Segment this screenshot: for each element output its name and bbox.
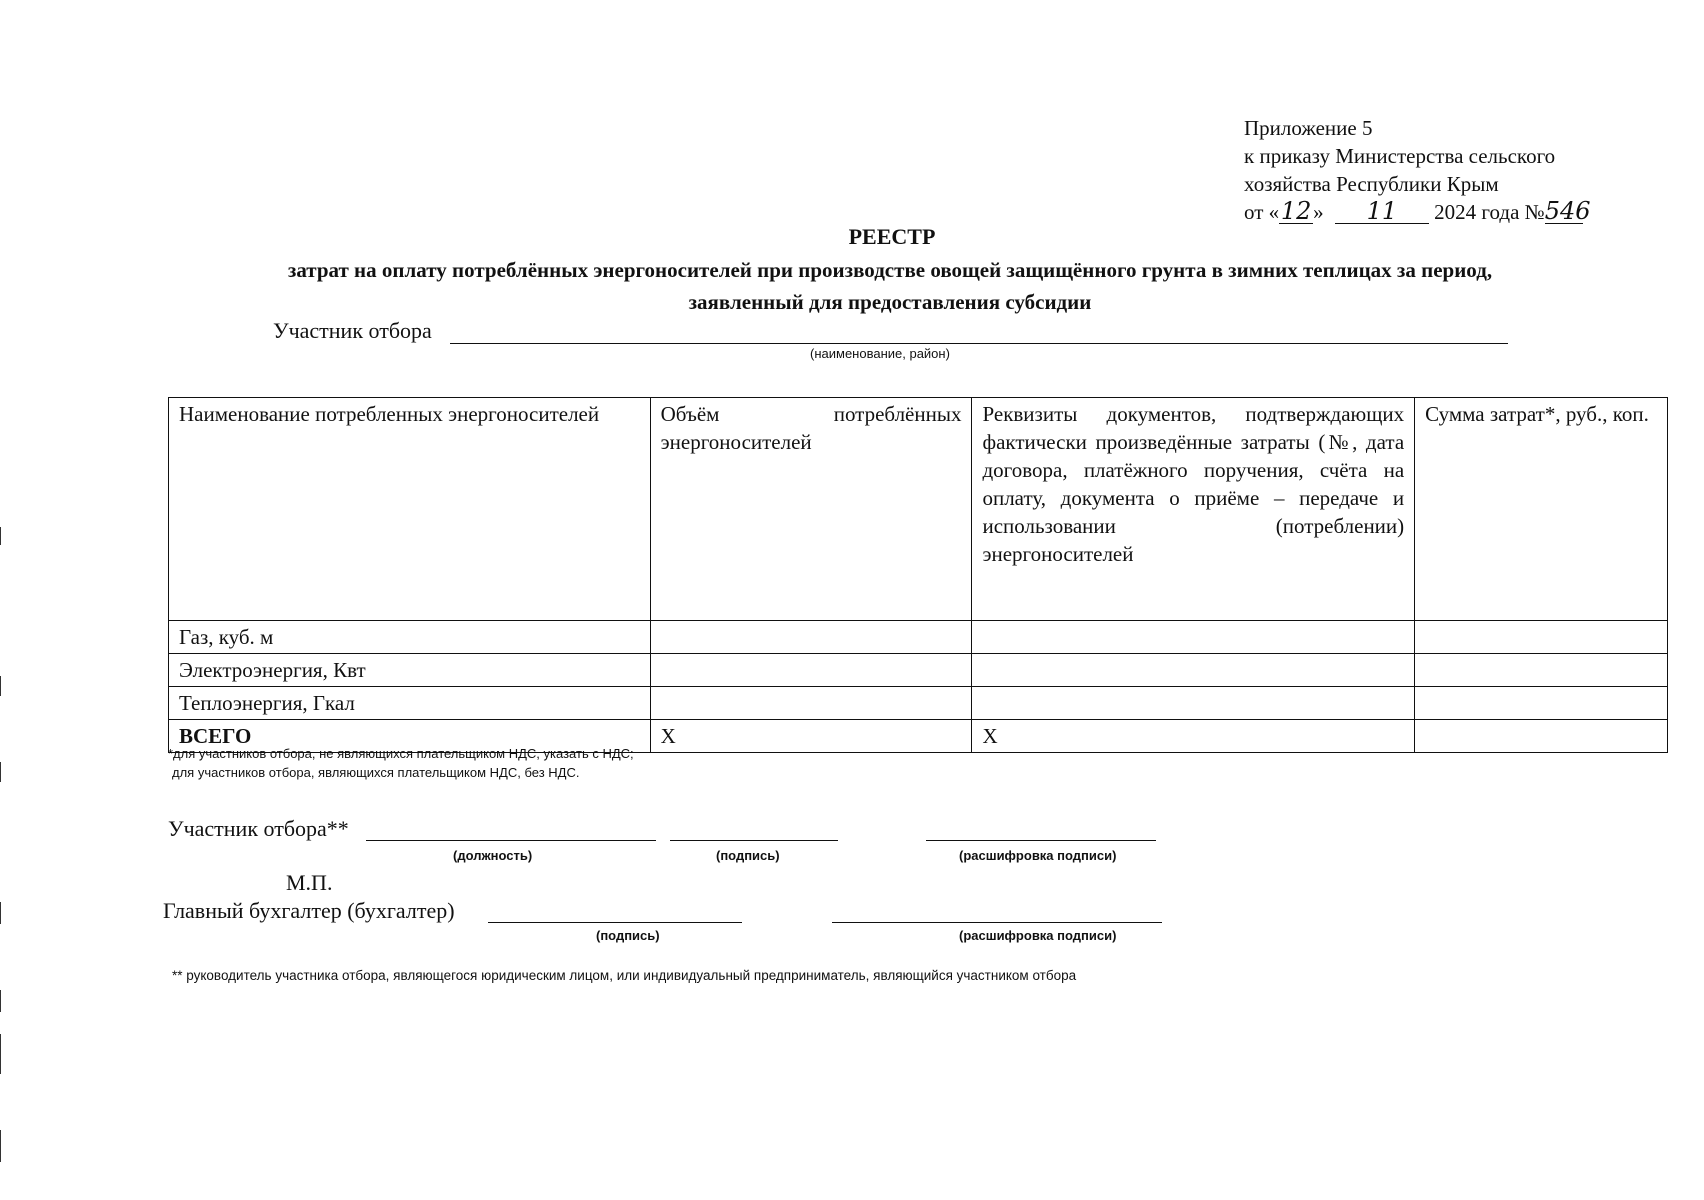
table-row	[169, 687, 1668, 720]
date-month: 11	[1335, 199, 1429, 224]
scan-edge-mark	[0, 762, 1, 782]
row-electricity-documents[interactable]	[972, 654, 1415, 687]
table-header-row	[169, 398, 1668, 621]
accountant-sign-field[interactable]	[488, 922, 742, 923]
header-cell-sum: Сумма затрат*, руб., коп.	[1415, 398, 1668, 621]
document-title: РЕЕСТР	[848, 224, 936, 249]
subtitle-line-1: затрат на оплату потреблённых энергоносителей при производстве овощей защищённого грунта в зимних теплицах за период,	[287, 258, 1493, 282]
decode-caption: (расшифровка подписи)	[959, 848, 1117, 863]
accountant-label: Главный бухгалтер (бухгалтер)	[163, 898, 455, 923]
row-gas-label: Газ, куб. м	[169, 621, 651, 654]
appendix-order-line: к приказу Министерства сельского	[1244, 144, 1556, 168]
total-documents-mark: Х	[972, 720, 1415, 753]
row-heat-documents[interactable]	[972, 687, 1415, 720]
register-table	[168, 397, 1668, 753]
signature-position-field[interactable]	[366, 840, 656, 841]
vat-footnote-line-2: для участников отбора, являющихся плательщиком НДС, без НДС.	[172, 765, 580, 780]
table-row	[169, 621, 1668, 654]
head-footnote: ** руководитель участника отбора, являющегося юридическим лицом, или индивидуальный предприниматель, являющийся участником отбора	[172, 968, 1077, 983]
row-electricity-volume[interactable]	[650, 654, 972, 687]
row-heat-label: Теплоэнергия, Гкал	[169, 687, 651, 720]
row-electricity-label: Электроэнергия, Квт	[169, 654, 651, 687]
row-electricity-sum[interactable]	[1415, 654, 1668, 687]
date-day: 12	[1280, 197, 1312, 225]
signature-decode-field[interactable]	[926, 840, 1156, 841]
participant-caption: (наименование, район)	[810, 346, 950, 361]
date-mid: »	[1313, 200, 1324, 224]
date-prefix: от «	[1244, 200, 1280, 224]
document-subtitle	[150, 254, 1630, 318]
order-number: 546	[1544, 197, 1591, 225]
appendix-block	[1244, 114, 1591, 226]
vat-footnote-line-1: *для участников отбора, не являющихся плательщиком НДС, указать с НДС;	[168, 746, 634, 761]
header-cell-volume: Объём потреблённых энергоносителей	[650, 398, 972, 621]
total-volume-mark: Х	[650, 720, 972, 753]
appendix-title: Приложение 5	[1244, 116, 1373, 140]
signature-sign-field[interactable]	[670, 840, 838, 841]
row-gas-volume[interactable]	[650, 621, 972, 654]
scan-edge-mark	[0, 527, 1, 545]
scan-edge-mark	[0, 1034, 1, 1074]
accountant-signature-caption: (подпись)	[596, 928, 660, 943]
table-row	[169, 654, 1668, 687]
header-cell-name: Наименование потребленных энергоносителей	[169, 398, 651, 621]
accountant-decode-caption: (расшифровка подписи)	[959, 928, 1117, 943]
accountant-decode-field[interactable]	[832, 922, 1162, 923]
header-cell-documents: Реквизиты документов, подтверждающих фактически произведённые затраты (№, дата договора, платёжного поручения, счёта на оплату, документа о приёме – передаче и использовании (потреблении) энергоносителей	[972, 398, 1415, 621]
scan-edge-mark	[0, 676, 1, 696]
row-gas-documents[interactable]	[972, 621, 1415, 654]
signature-caption: (подпись)	[716, 848, 780, 863]
stamp-place: М.П.	[286, 870, 333, 895]
appendix-date-line	[1244, 197, 1591, 226]
total-sum[interactable]	[1415, 720, 1668, 753]
scan-edge-mark	[0, 1130, 1, 1162]
participant-label: Участник отбора	[273, 318, 432, 343]
row-heat-sum[interactable]	[1415, 687, 1668, 720]
scan-edge-mark	[0, 990, 1, 1012]
row-gas-sum[interactable]	[1415, 621, 1668, 654]
appendix-ministry-line: хозяйства Республики Крым	[1244, 172, 1499, 196]
total-label: ВСЕГО	[169, 720, 651, 753]
row-heat-volume[interactable]	[650, 687, 972, 720]
participant-name-field[interactable]	[450, 343, 1508, 344]
signature-participant-label: Участник отбора**	[168, 816, 349, 841]
subtitle-line-2: заявленный для предоставления субсидии	[688, 290, 1092, 314]
position-caption: (должность)	[453, 848, 533, 863]
date-year: 2024 года №	[1434, 200, 1545, 224]
scan-edge-mark	[0, 902, 1, 924]
